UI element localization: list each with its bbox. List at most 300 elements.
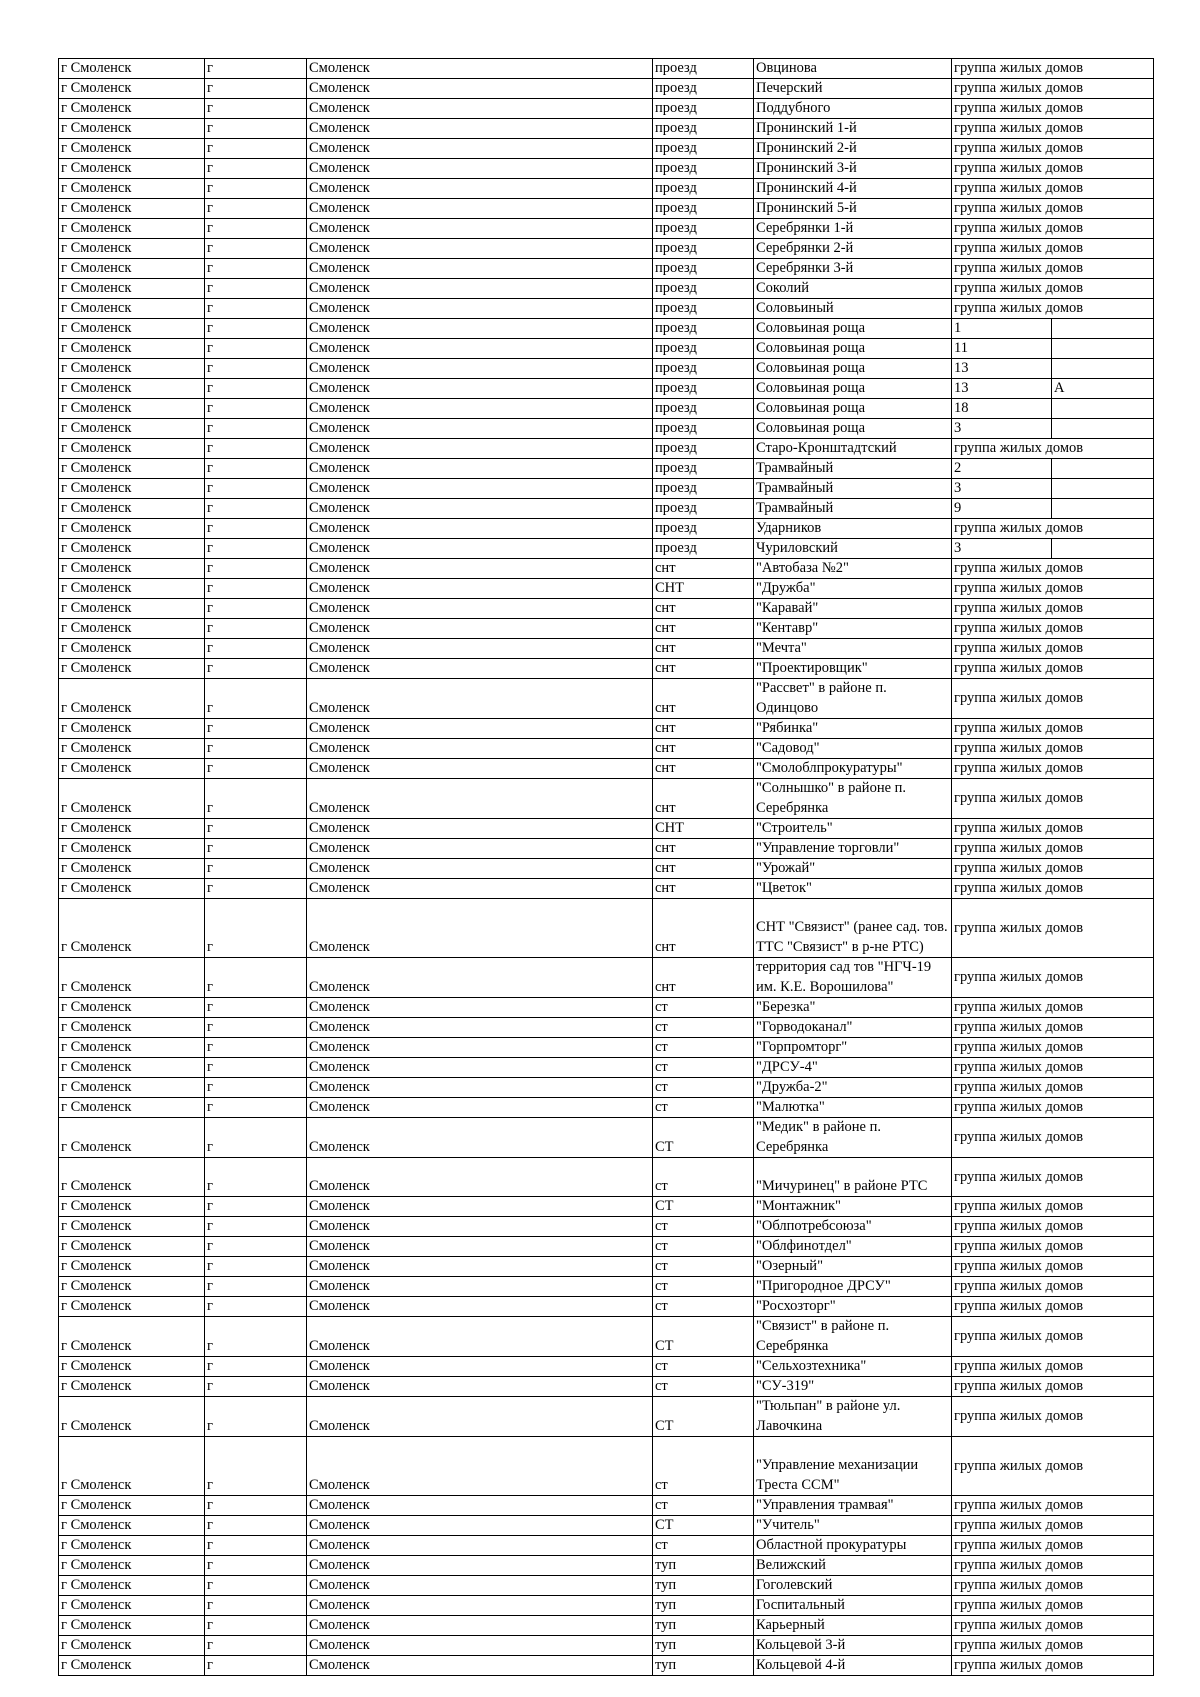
cell-region: г Смоленск — [59, 1078, 205, 1098]
cell-street-type: проезд — [653, 219, 754, 239]
cell-house: группа жилых домов — [952, 219, 1154, 239]
cell-house: группа жилых домов — [952, 1616, 1154, 1636]
cell-street-type: проезд — [653, 59, 754, 79]
cell-street-type: туп — [653, 1656, 754, 1676]
cell-locality-type: г — [205, 139, 307, 159]
cell-street-type: проезд — [653, 379, 754, 399]
cell-locality-type: г — [205, 319, 307, 339]
cell-locality: Смоленск — [307, 679, 653, 719]
cell-locality: Смоленск — [307, 1616, 653, 1636]
table-row — [59, 79, 1154, 99]
cell-street-type: проезд — [653, 259, 754, 279]
cell-street-type: проезд — [653, 459, 754, 479]
cell-street: Ударников — [754, 519, 952, 539]
cell-house: группа жилых домов — [952, 899, 1154, 958]
cell-locality: Смоленск — [307, 619, 653, 639]
cell-locality-type: г — [205, 759, 307, 779]
cell-street-type: снт — [653, 599, 754, 619]
cell-house: группа жилых домов — [952, 99, 1154, 119]
table-row — [59, 819, 1154, 839]
cell-house: группа жилых домов — [952, 679, 1154, 719]
cell-street-type: ст — [653, 998, 754, 1018]
cell-street: "Строитель" — [754, 819, 952, 839]
cell-street: "Мичуринец" в районе РТС — [754, 1158, 952, 1197]
cell-building — [1052, 459, 1154, 479]
cell-house: группа жилых домов — [952, 1018, 1154, 1038]
cell-street-type: проезд — [653, 179, 754, 199]
table-row — [59, 1197, 1154, 1217]
cell-locality-type: г — [205, 239, 307, 259]
table-row — [59, 519, 1154, 539]
cell-locality: Смоленск — [307, 99, 653, 119]
table-row — [59, 1656, 1154, 1676]
cell-street: "Солнышко" в районе п. Серебрянка — [754, 779, 952, 819]
cell-street-type: ст — [653, 1038, 754, 1058]
cell-locality-type: г — [205, 1158, 307, 1197]
cell-locality: Смоленск — [307, 499, 653, 519]
cell-region: г Смоленск — [59, 1197, 205, 1217]
cell-region: г Смоленск — [59, 559, 205, 579]
cell-locality-type: г — [205, 1576, 307, 1596]
cell-locality: Смоленск — [307, 1078, 653, 1098]
cell-locality: Смоленск — [307, 339, 653, 359]
table-row — [59, 1118, 1154, 1158]
table-row — [59, 859, 1154, 879]
cell-locality: Смоленск — [307, 479, 653, 499]
cell-locality-type: г — [205, 719, 307, 739]
table-row — [59, 879, 1154, 899]
cell-region: г Смоленск — [59, 359, 205, 379]
cell-region: г Смоленск — [59, 1098, 205, 1118]
cell-street: "Рябинка" — [754, 719, 952, 739]
cell-street-type: проезд — [653, 419, 754, 439]
cell-street-type: снт — [653, 839, 754, 859]
cell-house: 3 — [952, 419, 1052, 439]
cell-house: группа жилых домов — [952, 139, 1154, 159]
cell-locality-type: г — [205, 1556, 307, 1576]
cell-region: г Смоленск — [59, 639, 205, 659]
cell-street: Овцинова — [754, 59, 952, 79]
cell-house: группа жилых домов — [952, 1237, 1154, 1257]
cell-house: группа жилых домов — [952, 1536, 1154, 1556]
cell-street-type: проезд — [653, 239, 754, 259]
cell-house: группа жилых домов — [952, 599, 1154, 619]
table-row — [59, 1217, 1154, 1237]
cell-locality-type: г — [205, 779, 307, 819]
cell-locality-type: г — [205, 1297, 307, 1317]
cell-street-type: проезд — [653, 199, 754, 219]
cell-street: "Рассвет" в районе п. Одинцово — [754, 679, 952, 719]
cell-locality: Смоленск — [307, 359, 653, 379]
cell-street: "Садовод" — [754, 739, 952, 759]
cell-locality: Смоленск — [307, 79, 653, 99]
cell-building — [1052, 319, 1154, 339]
cell-locality-type: г — [205, 619, 307, 639]
cell-house: группа жилых домов — [952, 1496, 1154, 1516]
cell-region: г Смоленск — [59, 1038, 205, 1058]
cell-street-type: проезд — [653, 99, 754, 119]
cell-house: группа жилых домов — [952, 719, 1154, 739]
cell-house: 13 — [952, 359, 1052, 379]
table-row — [59, 379, 1154, 399]
cell-street-type: снт — [653, 859, 754, 879]
cell-street-type: снт — [653, 719, 754, 739]
cell-locality: Смоленск — [307, 1357, 653, 1377]
cell-locality-type: г — [205, 499, 307, 519]
cell-house: группа жилых домов — [952, 998, 1154, 1018]
cell-street-type: ст — [653, 1437, 754, 1496]
cell-locality-type: г — [205, 1078, 307, 1098]
cell-locality: Смоленск — [307, 299, 653, 319]
table-row — [59, 1297, 1154, 1317]
cell-locality-type: г — [205, 819, 307, 839]
cell-region: г Смоленск — [59, 1596, 205, 1616]
cell-locality: Смоленск — [307, 759, 653, 779]
cell-house: группа жилых домов — [952, 1596, 1154, 1616]
cell-locality: Смоленск — [307, 859, 653, 879]
cell-region: г Смоленск — [59, 1257, 205, 1277]
cell-street: "Управления трамвая" — [754, 1496, 952, 1516]
cell-locality-type: г — [205, 739, 307, 759]
table-row — [59, 619, 1154, 639]
cell-locality: Смоленск — [307, 899, 653, 958]
cell-street-type: СТ — [653, 1397, 754, 1437]
cell-locality: Смоленск — [307, 379, 653, 399]
cell-locality-type: г — [205, 199, 307, 219]
cell-locality-type: г — [205, 1636, 307, 1656]
cell-locality-type: г — [205, 419, 307, 439]
cell-locality: Смоленск — [307, 279, 653, 299]
cell-street: Пронинский 1-й — [754, 119, 952, 139]
cell-street: "Горводоканал" — [754, 1018, 952, 1038]
cell-locality-type: г — [205, 839, 307, 859]
cell-region: г Смоленск — [59, 998, 205, 1018]
cell-street: Старо-Кронштадтский — [754, 439, 952, 459]
cell-region: г Смоленск — [59, 879, 205, 899]
table-row — [59, 539, 1154, 559]
cell-house: группа жилых домов — [952, 739, 1154, 759]
cell-street-type: проезд — [653, 159, 754, 179]
cell-street-type: снт — [653, 559, 754, 579]
cell-locality-type: г — [205, 79, 307, 99]
cell-locality-type: г — [205, 679, 307, 719]
cell-region: г Смоленск — [59, 1217, 205, 1237]
cell-street: Трамвайный — [754, 499, 952, 519]
cell-locality: Смоленск — [307, 439, 653, 459]
table-row — [59, 319, 1154, 339]
cell-house: группа жилых домов — [952, 159, 1154, 179]
cell-locality: Смоленск — [307, 1576, 653, 1596]
cell-region: г Смоленск — [59, 1516, 205, 1536]
cell-locality-type: г — [205, 639, 307, 659]
table-body — [59, 59, 1154, 1676]
cell-building — [1052, 479, 1154, 499]
cell-region: г Смоленск — [59, 399, 205, 419]
cell-locality: Смоленск — [307, 1058, 653, 1078]
cell-locality-type: г — [205, 359, 307, 379]
cell-street-type: снт — [653, 779, 754, 819]
cell-street: Пронинский 5-й — [754, 199, 952, 219]
cell-house: 13 — [952, 379, 1052, 399]
cell-locality: Смоленск — [307, 459, 653, 479]
cell-locality-type: г — [205, 1656, 307, 1676]
cell-house: группа жилых домов — [952, 1078, 1154, 1098]
table-row — [59, 1078, 1154, 1098]
cell-locality: Смоленск — [307, 958, 653, 998]
cell-region: г Смоленск — [59, 1237, 205, 1257]
table-row — [59, 1317, 1154, 1357]
cell-street-type: ст — [653, 1078, 754, 1098]
cell-region: г Смоленск — [59, 1317, 205, 1357]
cell-building — [1052, 419, 1154, 439]
cell-locality: Смоленск — [307, 739, 653, 759]
cell-region: г Смоленск — [59, 1118, 205, 1158]
table-row — [59, 159, 1154, 179]
table-row — [59, 279, 1154, 299]
cell-locality: Смоленск — [307, 998, 653, 1018]
cell-street-type: туп — [653, 1596, 754, 1616]
cell-street: Соколий — [754, 279, 952, 299]
cell-locality: Смоленск — [307, 719, 653, 739]
cell-street-type: туп — [653, 1616, 754, 1636]
cell-locality-type: г — [205, 579, 307, 599]
table-row — [59, 439, 1154, 459]
table-row — [59, 1576, 1154, 1596]
cell-street-type: проезд — [653, 439, 754, 459]
cell-street: территория сад тов "НГЧ-19 им. К.Е. Ворошилова" — [754, 958, 952, 998]
cell-street-type: ст — [653, 1496, 754, 1516]
cell-street: "Облфинотдел" — [754, 1237, 952, 1257]
table-row — [59, 1556, 1154, 1576]
cell-street: Пронинский 4-й — [754, 179, 952, 199]
cell-street-type: проезд — [653, 299, 754, 319]
table-row — [59, 1516, 1154, 1536]
cell-region: г Смоленск — [59, 479, 205, 499]
cell-locality: Смоленск — [307, 1377, 653, 1397]
cell-locality: Смоленск — [307, 399, 653, 419]
cell-locality-type: г — [205, 899, 307, 958]
cell-street: Госпитальный — [754, 1596, 952, 1616]
cell-street-type: снт — [653, 958, 754, 998]
cell-locality: Смоленск — [307, 319, 653, 339]
cell-region: г Смоленск — [59, 599, 205, 619]
cell-street-type: проезд — [653, 539, 754, 559]
cell-locality-type: г — [205, 119, 307, 139]
cell-house: группа жилых домов — [952, 1257, 1154, 1277]
table-row — [59, 779, 1154, 819]
cell-region: г Смоленск — [59, 299, 205, 319]
cell-street-type: снт — [653, 879, 754, 899]
cell-locality-type: г — [205, 279, 307, 299]
cell-street: Поддубного — [754, 99, 952, 119]
cell-house: группа жилых домов — [952, 1357, 1154, 1377]
cell-house: 11 — [952, 339, 1052, 359]
cell-street-type: проезд — [653, 359, 754, 379]
cell-street: "Связист" в районе п. Серебрянка — [754, 1317, 952, 1357]
cell-region: г Смоленск — [59, 1496, 205, 1516]
cell-street-type: проезд — [653, 319, 754, 339]
cell-region: г Смоленск — [59, 779, 205, 819]
cell-region: г Смоленск — [59, 958, 205, 998]
cell-locality-type: г — [205, 559, 307, 579]
cell-street: "Горпромторг" — [754, 1038, 952, 1058]
cell-house: группа жилых домов — [952, 879, 1154, 899]
cell-street-type: ст — [653, 1058, 754, 1078]
table-row — [59, 1158, 1154, 1197]
cell-region: г Смоленск — [59, 319, 205, 339]
cell-region: г Смоленск — [59, 759, 205, 779]
cell-street-type: снт — [653, 899, 754, 958]
cell-region: г Смоленск — [59, 539, 205, 559]
cell-locality: Смоленск — [307, 1636, 653, 1656]
cell-locality-type: г — [205, 539, 307, 559]
cell-street-type: снт — [653, 679, 754, 719]
cell-house: группа жилых домов — [952, 1636, 1154, 1656]
cell-street-type: снт — [653, 639, 754, 659]
cell-house: группа жилых домов — [952, 1158, 1154, 1197]
cell-street: Соловьиная роща — [754, 359, 952, 379]
cell-street: "Управление торговли" — [754, 839, 952, 859]
table-row — [59, 1397, 1154, 1437]
cell-street: "Смолоблпрокуратуры" — [754, 759, 952, 779]
cell-building — [1052, 499, 1154, 519]
cell-street-type: проезд — [653, 79, 754, 99]
cell-locality: Смоленск — [307, 59, 653, 79]
cell-street: Серебрянки 2-й — [754, 239, 952, 259]
cell-region: г Смоленск — [59, 339, 205, 359]
cell-locality: Смоленск — [307, 659, 653, 679]
cell-locality: Смоленск — [307, 1596, 653, 1616]
cell-house: группа жилых домов — [952, 559, 1154, 579]
cell-locality-type: г — [205, 1437, 307, 1496]
cell-house: 9 — [952, 499, 1052, 519]
cell-street: "Учитель" — [754, 1516, 952, 1536]
cell-locality: Смоленск — [307, 1237, 653, 1257]
table-row — [59, 259, 1154, 279]
table-row — [59, 59, 1154, 79]
table-row — [59, 899, 1154, 958]
cell-locality: Смоленск — [307, 819, 653, 839]
cell-region: г Смоленск — [59, 1656, 205, 1676]
cell-street: Пронинский 2-й — [754, 139, 952, 159]
cell-house: группа жилых домов — [952, 779, 1154, 819]
cell-region: г Смоленск — [59, 1357, 205, 1377]
cell-locality: Смоленск — [307, 1197, 653, 1217]
cell-street: "Урожай" — [754, 859, 952, 879]
cell-street: Трамвайный — [754, 459, 952, 479]
cell-region: г Смоленск — [59, 899, 205, 958]
table-row — [59, 219, 1154, 239]
cell-region: г Смоленск — [59, 819, 205, 839]
cell-region: г Смоленск — [59, 199, 205, 219]
cell-region: г Смоленск — [59, 739, 205, 759]
cell-street: Серебрянки 1-й — [754, 219, 952, 239]
cell-street-type: туп — [653, 1556, 754, 1576]
cell-street: "Мечта" — [754, 639, 952, 659]
cell-street-type: ст — [653, 1257, 754, 1277]
cell-locality-type: г — [205, 1536, 307, 1556]
cell-locality-type: г — [205, 1516, 307, 1536]
cell-house: группа жилых домов — [952, 179, 1154, 199]
cell-street: "Проектировщик" — [754, 659, 952, 679]
cell-locality-type: г — [205, 1496, 307, 1516]
cell-street: Кольцевой 3-й — [754, 1636, 952, 1656]
table-row — [59, 179, 1154, 199]
cell-locality-type: г — [205, 998, 307, 1018]
cell-street-type: снт — [653, 759, 754, 779]
cell-street-type: СНТ — [653, 819, 754, 839]
cell-house: группа жилых домов — [952, 1098, 1154, 1118]
cell-locality-type: г — [205, 99, 307, 119]
cell-house: группа жилых домов — [952, 1377, 1154, 1397]
cell-street: "Автобаза №2" — [754, 559, 952, 579]
cell-locality-type: г — [205, 1596, 307, 1616]
cell-street: Соловьиная роща — [754, 379, 952, 399]
cell-street-type: ст — [653, 1277, 754, 1297]
cell-house: группа жилых домов — [952, 579, 1154, 599]
cell-locality-type: г — [205, 1018, 307, 1038]
cell-locality-type: г — [205, 59, 307, 79]
cell-locality: Смоленск — [307, 179, 653, 199]
cell-locality: Смоленск — [307, 239, 653, 259]
cell-region: г Смоленск — [59, 679, 205, 719]
cell-region: г Смоленск — [59, 179, 205, 199]
cell-street-type: проезд — [653, 339, 754, 359]
cell-locality: Смоленск — [307, 419, 653, 439]
cell-locality-type: г — [205, 859, 307, 879]
cell-region: г Смоленск — [59, 1536, 205, 1556]
table-row — [59, 839, 1154, 859]
table-row — [59, 579, 1154, 599]
cell-locality-type: г — [205, 659, 307, 679]
cell-street-type: ст — [653, 1377, 754, 1397]
cell-locality: Смоленск — [307, 559, 653, 579]
cell-locality: Смоленск — [307, 1217, 653, 1237]
cell-street: "СУ-319" — [754, 1377, 952, 1397]
cell-region: г Смоленск — [59, 1377, 205, 1397]
table-row — [59, 299, 1154, 319]
cell-street: "Тюльпан" в районе ул. Лавочкина — [754, 1397, 952, 1437]
cell-house: группа жилых домов — [952, 1197, 1154, 1217]
cell-locality-type: г — [205, 1616, 307, 1636]
cell-house: группа жилых домов — [952, 1656, 1154, 1676]
cell-street-type: проезд — [653, 139, 754, 159]
cell-locality-type: г — [205, 1237, 307, 1257]
cell-locality: Смоленск — [307, 839, 653, 859]
cell-house: 18 — [952, 399, 1052, 419]
cell-street: Пронинский 3-й — [754, 159, 952, 179]
cell-locality: Смоленск — [307, 1098, 653, 1118]
cell-street-type: ст — [653, 1237, 754, 1257]
cell-region: г Смоленск — [59, 59, 205, 79]
cell-street: "Кентавр" — [754, 619, 952, 639]
cell-street-type: ст — [653, 1098, 754, 1118]
table-row — [59, 1098, 1154, 1118]
cell-street: Областной прокуратуры — [754, 1536, 952, 1556]
cell-street-type: ст — [653, 1018, 754, 1038]
cell-locality: Смоленск — [307, 1536, 653, 1556]
cell-street: Соловьиная роща — [754, 419, 952, 439]
cell-region: г Смоленск — [59, 579, 205, 599]
cell-locality: Смоленск — [307, 1656, 653, 1676]
cell-house: группа жилых домов — [952, 659, 1154, 679]
cell-street-type: СТ — [653, 1516, 754, 1536]
table-row — [59, 1257, 1154, 1277]
cell-region: г Смоленск — [59, 219, 205, 239]
cell-street-type: проезд — [653, 399, 754, 419]
cell-house: группа жилых домов — [952, 639, 1154, 659]
cell-locality-type: г — [205, 1038, 307, 1058]
